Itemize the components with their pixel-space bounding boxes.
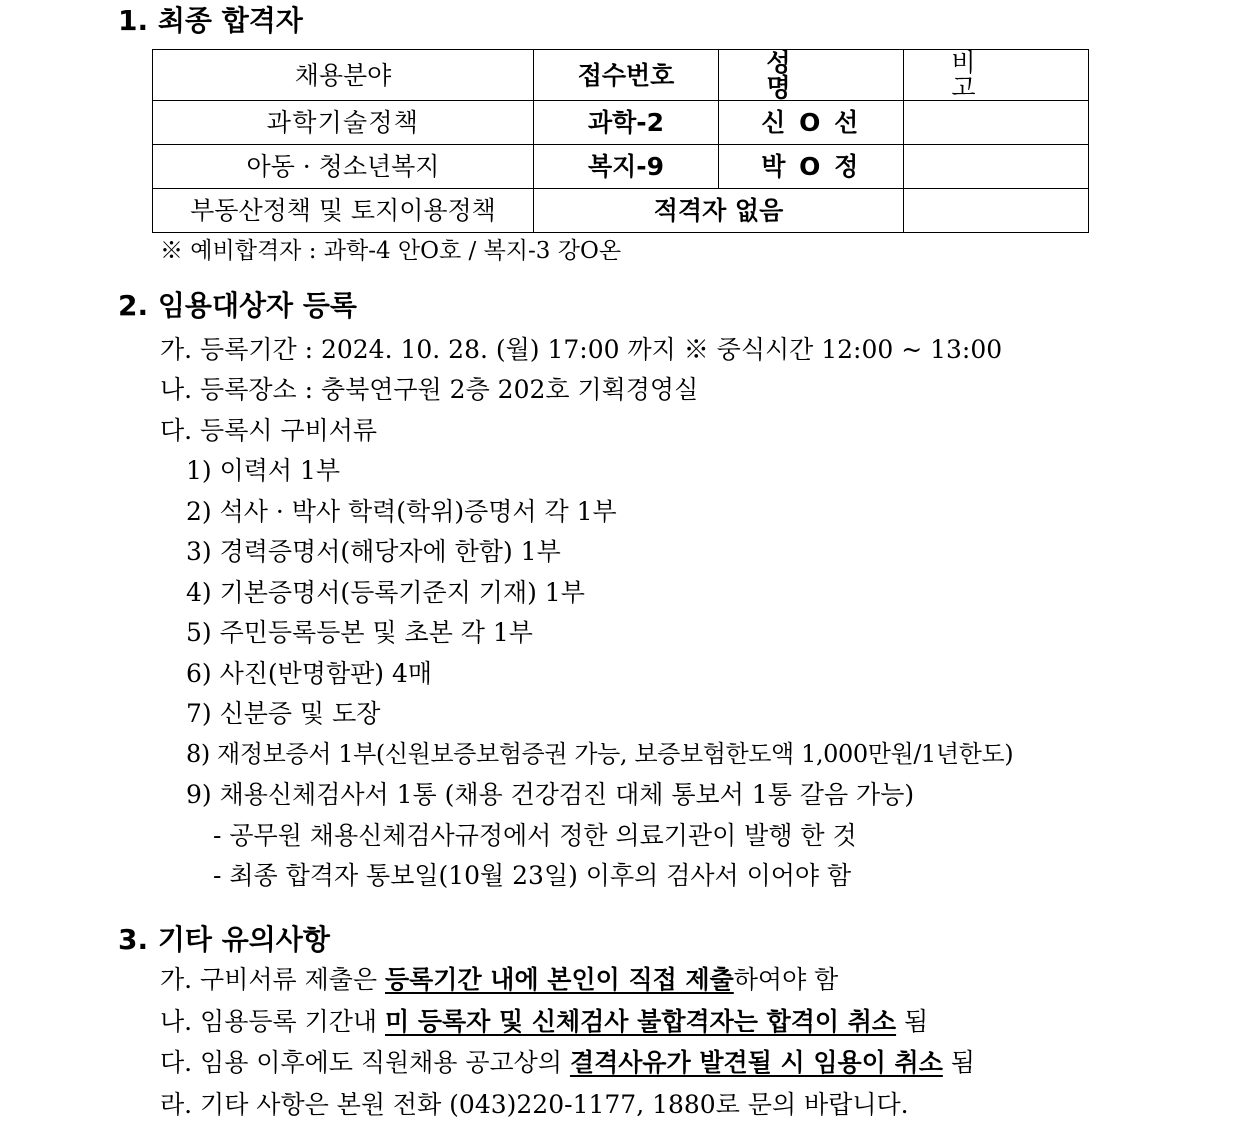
list-item: 1) 이력서 1부 [186, 456, 341, 485]
notice-b-emphasis: 미 등록자 및 신체검사 불합격자는 합격이 취소 [385, 1007, 897, 1036]
list-item: 2) 석사 · 박사 학력(학위)증명서 각 1부 [186, 497, 617, 526]
notice-a-pre: 가. 구비서류 제출은 [160, 965, 385, 994]
table-row [153, 101, 1089, 145]
list-item: 4) 기본증명서(등록기준지 기재) 1부 [186, 578, 585, 607]
cell-note [904, 145, 1089, 189]
reserve-note: ※ 예비합격자 : 과학-4 안O호 / 복지-3 강O온 [160, 238, 622, 264]
notice-c-pre: 다. 임용 이후에도 직원채용 공고상의 [160, 1048, 570, 1077]
cell-name: 신 O 선 [719, 101, 904, 145]
registration-place: 나. 등록장소 : 충북연구원 2층 202호 기획경영실 [160, 375, 699, 404]
cell-note [904, 101, 1089, 145]
cell-field: 과학기술정책 [153, 101, 534, 145]
required-docs-title: 다. 등록시 구비서류 [160, 416, 378, 445]
list-subitem: - 공무원 채용신체검사규정에서 정한 의료기관이 발행 한 것 [213, 821, 857, 850]
cell-field: 아동 · 청소년복지 [153, 145, 534, 189]
section3-heading: 3. 기타 유의사항 [118, 923, 330, 956]
list-item: 9) 채용신체검사서 1통 (채용 건강검진 대체 통보서 1통 갈음 가능) [186, 780, 915, 809]
section2-heading: 2. 임용대상자 등록 [118, 289, 357, 322]
list-subitem: - 최종 합격자 통보일(10월 23일) 이후의 검사서 이어야 함 [213, 861, 852, 890]
table-row [153, 189, 1089, 233]
header-field: 채용분야 [153, 50, 534, 101]
cell-field: 부동산정책 및 토지이용정책 [153, 189, 534, 233]
list-item: 7) 신분증 및 도장 [186, 699, 381, 728]
list-item: 6) 사진(반명함판) 4매 [186, 659, 433, 688]
notice-b-post: 됨 [896, 1007, 929, 1036]
list-item: 3) 경력증명서(해당자에 한함) 1부 [186, 537, 561, 566]
notice-c [160, 1050, 975, 1075]
cell-number: 복지-9 [534, 145, 719, 189]
notice-a-post: 하여야 함 [733, 965, 839, 994]
cell-no-qualified: 적격자 없음 [534, 189, 904, 233]
header-note: 비 고 [904, 50, 1089, 101]
notice-c-emphasis: 결격사유가 발견될 시 임용이 취소 [569, 1048, 943, 1077]
header-number: 접수번호 [534, 50, 719, 101]
list-item: 5) 주민등록등본 및 초본 각 1부 [186, 618, 533, 647]
table-header-row [153, 50, 1089, 101]
cell-note [904, 189, 1089, 233]
notice-d: 라. 기타 사항은 본원 전화 (043)220-1177, 1880로 문의 바랍니다. [160, 1090, 909, 1119]
cell-number: 과학-2 [534, 101, 719, 145]
header-name: 성 명 [719, 50, 904, 101]
section1-heading: 1. 최종 합격자 [118, 4, 303, 37]
notice-c-post: 됨 [942, 1048, 975, 1077]
list-item: 8) 재정보증서 1부(신원보증보험증권 가능, 보증보험한도액 1,000만원/1년한도) [186, 740, 1014, 768]
notice-b [160, 1009, 928, 1034]
final-pass-table [152, 49, 1089, 233]
table-row [153, 145, 1089, 189]
notice-a-emphasis: 등록기간 내에 본인이 직접 제출 [385, 965, 734, 994]
notice-a [160, 967, 838, 992]
cell-name: 박 O 정 [719, 145, 904, 189]
notice-b-pre: 나. 임용등록 기간내 [160, 1007, 385, 1036]
registration-period: 가. 등록기간 : 2024. 10. 28. (월) 17:00 까지 ※ 중식시간 12:00 ~ 13:00 [160, 335, 1003, 364]
